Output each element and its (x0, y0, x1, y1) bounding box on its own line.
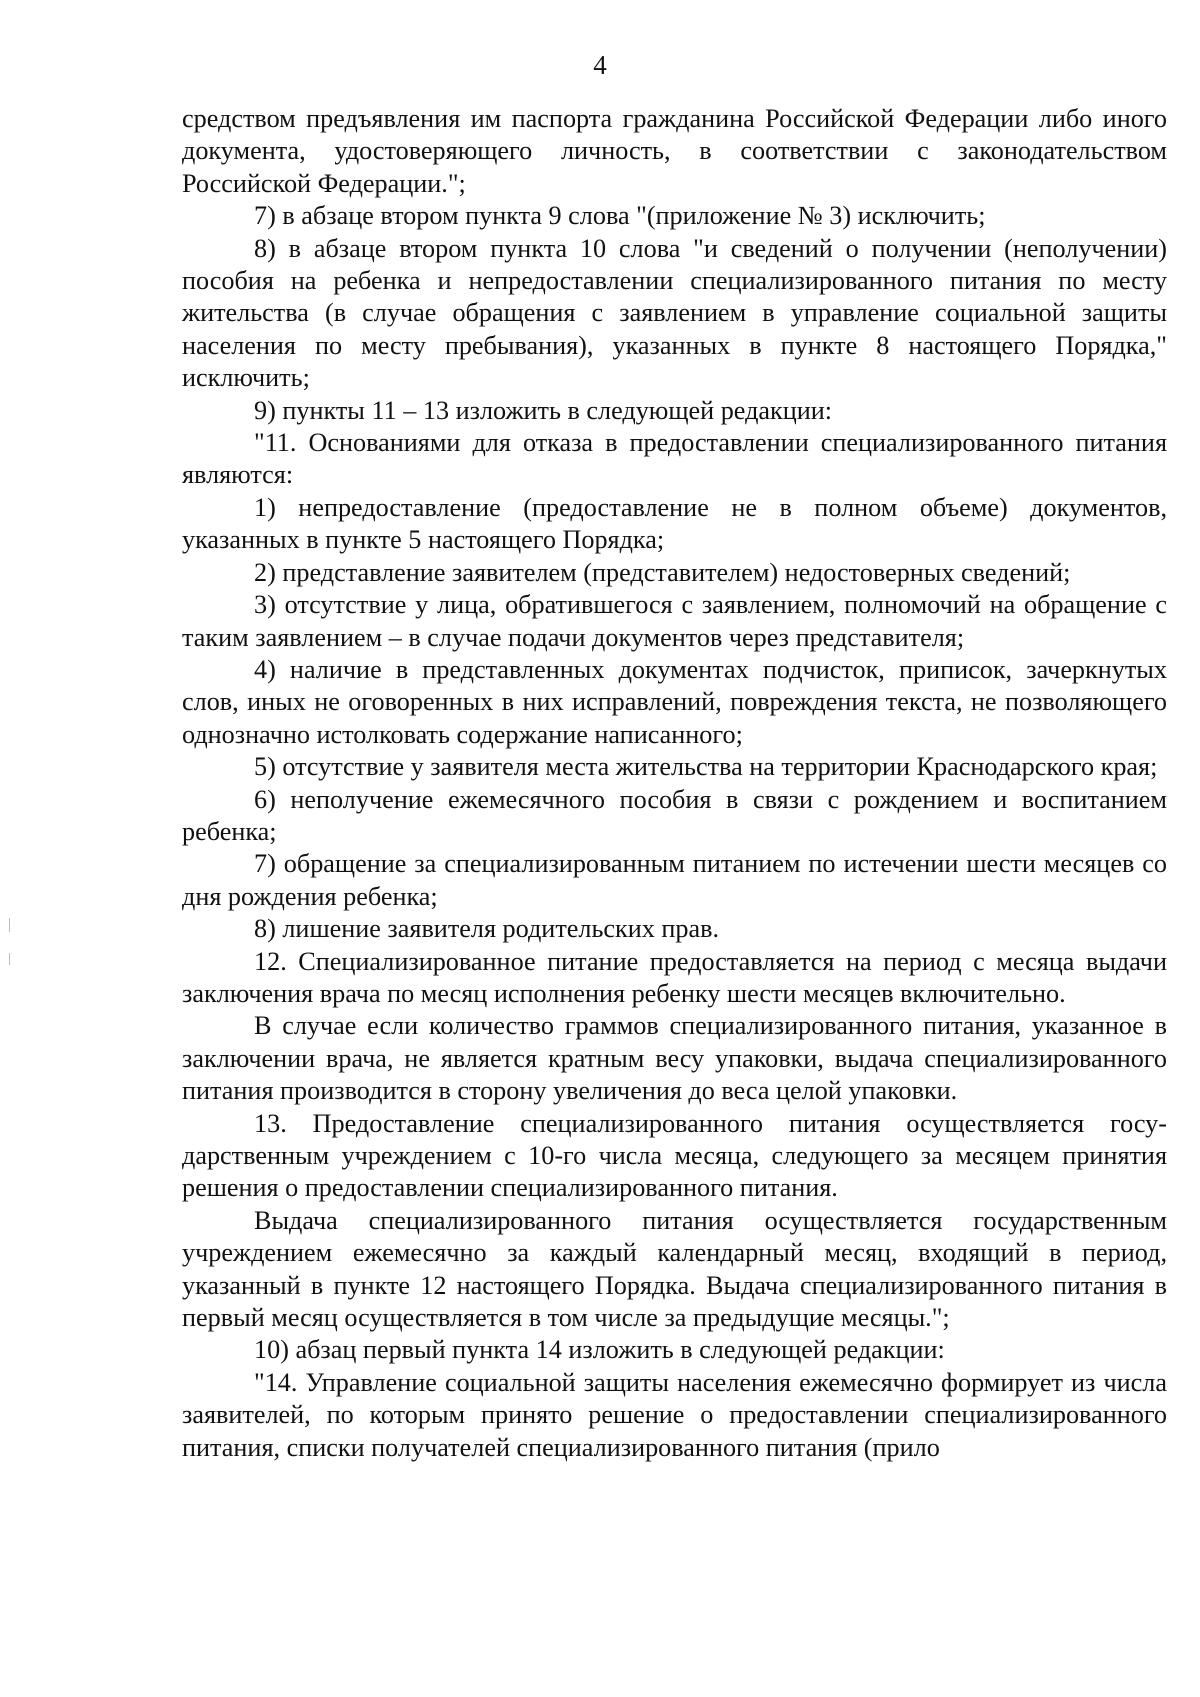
document-body (182, 103, 1167, 1464)
page-number: 4 (593, 50, 607, 80)
paragraph-refusal-ground-2: 2) представление заявителем (представителем) недостоверных сведений; (254, 557, 1071, 587)
paragraph-item-7-clause-9: 7) в абзаце втором пункта 9 слова "(приложение № 3) исключить; (254, 201, 986, 231)
paragraph-clause-11-intro: "11. Основаниями для отказа в предоставлении специализированного питания являются: (182, 428, 1167, 490)
paragraph-item-10-clause-14: 10) абзац первый пункта 14 изложить в следующей редакции: (254, 1335, 945, 1365)
paragraph-clause-14: "14. Управление социальной защиты населения ежемесячно формирует из числа заявителей, по которым принято решение о предоставлении специализированного питания, списки получателей специализированного питания (прило (182, 1367, 1167, 1462)
paragraph-passport-continuation: средством предъявления им паспорта гражданина Российской Федерации либо иного документа, удостоверяющего личность, в соответствии с законодательством Российской Федерации."; (182, 104, 1167, 198)
paragraph-refusal-ground-4: 4) наличие в представленных документах подчисток, приписок, зачеркнутых слов, иных не оговоренных в них исправлений, повреждения текста, не позволяющего однозначно истолковать содержание написанного; (182, 654, 1167, 749)
scan-artifact-mark (9, 918, 10, 932)
paragraph-refusal-ground-5: 5) отсутствие у заявителя места жительства на территории Краснодарского края; (254, 752, 1158, 782)
paragraph-clause-12: 12. Специализированное питание предоставляется на период с месяца выдачи заключения врача по месяц исполнения ребенку шести месяцев включительно. (182, 946, 1167, 1008)
paragraph-clause-13-monthly-issue: Выдача специализированного питания осуществляется государственным учреждением ежемесячно за каждый календарный месяц, входящий в период, указанный в пункте 12 настоящего Порядка. Выдача специализированного питания в первый месяц осуществляется в том числе за предыдущие месяцы."; (182, 1205, 1167, 1333)
paragraph-item-8-clause-10: 8) в абзаце втором пункта 10 слова "и сведений о получении (неполучении) пособия на ребенка и непредоставлении специализированного питания по месту жительства (в случае обращения с заявлением в управление социальной защиты населения по месту пребывания), указанных в пункте 8 настоящего Порядка," исключить; (182, 233, 1167, 393)
paragraph-refusal-ground-8: 8) лишение заявителя родительских прав. (254, 914, 720, 944)
paragraph-refusal-ground-6: 6) неполучение ежемесячного пособия в связи с рождением и воспитанием ребенка; (182, 784, 1167, 846)
paragraph-refusal-ground-3: 3) отсутствие у лица, обратившегося с заявлением, полномочий на обращение с таким заявлением – в случае подачи документов через представителя; (182, 590, 1167, 652)
paragraph-clause-13: 13. Предоставление специализированного питания осуществляется государственным учреждением с 10-го числа месяца, следующего за месяцем принятия решения о предоставлении специализированного питания. (182, 1108, 1167, 1203)
paragraph-refusal-ground-7: 7) обращение за специализированным питанием по истечении шести месяцев со дня рождения ребенка; (182, 849, 1167, 911)
paragraph-item-9-clauses-11-13: 9) пункты 11 – 13 изложить в следующей редакции: (254, 395, 833, 425)
paragraph-refusal-ground-1: 1) непредоставление (предоставление не в полном объеме) документов, указанных в пункте 5 настоящего Порядка; (182, 492, 1167, 555)
scan-artifact-mark (9, 953, 10, 965)
paragraph-clause-12-package-weight: В случае если количество граммов специализированного питания, указанное в заключении врача, не является кратным весу упаковки, выдача специализированного питания производится в сторону увеличения до веса целой упаковки. (182, 1011, 1167, 1106)
